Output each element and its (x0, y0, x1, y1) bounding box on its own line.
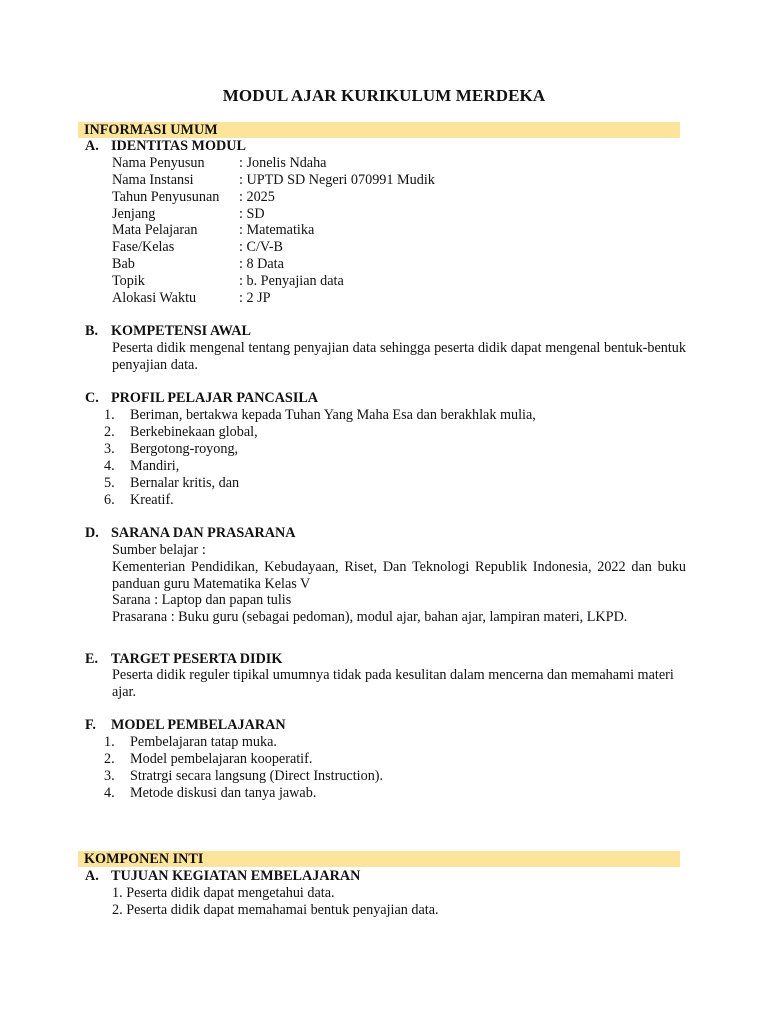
section-letter: A. (85, 138, 99, 154)
section-title: MODEL PEMBELAJARAN (111, 717, 286, 733)
identity-row (112, 290, 271, 307)
identity-key: Mata Pelajaran (112, 222, 198, 238)
identity-value: : UPTD SD Negeri 070991 Mudik (239, 172, 435, 188)
identity-row (112, 222, 314, 239)
identity-value: : 8 Data (239, 256, 284, 272)
identity-value: : b. Penyajian data (239, 273, 344, 289)
prasarana-line: Prasarana : Buku guru (sebagai pedoman), modul ajar, bahan ajar, lampiran materi, LKPD. (112, 609, 628, 625)
list-item: 4. Mandiri, (104, 458, 180, 474)
section-band-komponen-inti: KOMPONEN INTI (78, 851, 680, 867)
section-title: TARGET PESERTA DIDIK (111, 651, 283, 667)
identity-value: : 2025 (239, 189, 275, 205)
identity-row (112, 155, 326, 172)
list-item: 2. Berkebinekaan global, (104, 424, 258, 440)
section-heading-profil (85, 390, 318, 407)
sumber-paragraph: Kementerian Pendidikan, Kebudayaan, Riset, Dan Teknologi Republik Indonesia, 2022 dan buku panduan guru Matematika Kelas V (112, 559, 686, 592)
identity-row (112, 256, 284, 273)
identity-row (112, 172, 435, 189)
list-item: 6. Kreatif. (104, 492, 174, 508)
model-list (104, 734, 383, 802)
section-letter: B. (85, 323, 99, 339)
section-band-informasi-umum: INFORMASI UMUM (78, 122, 680, 138)
tujuan-line: 1. Peserta didik dapat mengetahui data. (112, 885, 335, 901)
identity-value: : Jonelis Ndaha (239, 155, 327, 171)
profil-list (104, 407, 536, 509)
page-title: MODUL AJAR KURIKULUM MERDEKA (222, 86, 546, 105)
identity-key: Bab (112, 256, 135, 272)
section-letter: D. (85, 525, 99, 541)
identity-value: : 2 JP (239, 290, 271, 306)
identity-key: Nama Instansi (112, 172, 194, 188)
identity-row (112, 206, 265, 223)
list-item: 1. Beriman, bertakwa kepada Tuhan Yang Maha Esa dan berakhlak mulia, (104, 407, 536, 423)
identity-value: : C/V-B (239, 239, 284, 255)
list-item: 1. Pembelajaran tatap muka. (104, 734, 277, 750)
section-title: IDENTITAS MODUL (111, 138, 246, 154)
identity-key: Fase/Kelas (112, 239, 175, 255)
identity-key: Topik (112, 273, 145, 289)
section-letter: A. (85, 868, 99, 884)
sarana-line: Sarana : Laptop dan papan tulis (112, 592, 292, 608)
identity-row (112, 189, 275, 206)
list-item: 2. Model pembelajaran kooperatif. (104, 751, 313, 767)
section-heading-sarana (85, 525, 295, 542)
identity-key: Tahun Penyusunan (112, 189, 220, 205)
list-item: 4. Metode diskusi dan tanya jawab. (104, 785, 317, 801)
target-paragraph: Peserta didik reguler tipikal umumnya tidak pada kesulitan dalam mencerna dan memahami materi ajar. (112, 667, 674, 700)
kompetensi-paragraph: Peserta didik mengenal tentang penyajian data sehingga peserta didik dapat mengenal bentuk-bentuk penyajian data. (112, 340, 686, 373)
section-letter: F. (85, 717, 96, 733)
identity-row (112, 273, 344, 290)
list-item: 3. Stratrgi secara langsung (Direct Instruction). (104, 768, 384, 784)
section-heading-identitas (85, 138, 246, 155)
section-title: TUJUAN KEGIATAN EMBELAJARAN (111, 868, 361, 884)
identity-value: : Matematika (239, 222, 315, 238)
section-heading-model (85, 717, 286, 734)
section-heading-kompetensi (85, 323, 251, 340)
identity-value: : SD (239, 206, 265, 222)
section-title: PROFIL PELAJAR PANCASILA (111, 390, 319, 406)
section-heading-target (85, 651, 282, 668)
list-item: 3. Bergotong-royong, (104, 441, 239, 457)
tujuan-line: 2. Peserta didik dapat memahamai bentuk penyajian data. (112, 902, 439, 918)
list-item: 5. Bernalar kritis, dan (104, 475, 240, 491)
section-title: SARANA DAN PRASARANA (111, 525, 296, 541)
section-title: KOMPETENSI AWAL (111, 323, 251, 339)
identity-key: Alokasi Waktu (112, 290, 197, 306)
section-heading-tujuan (85, 868, 360, 885)
identity-key: Nama Penyusun (112, 155, 205, 171)
sumber-label: Sumber belajar : (112, 542, 206, 558)
section-letter: C. (85, 390, 99, 406)
section-letter: E. (85, 651, 99, 667)
identity-key: Jenjang (112, 206, 156, 222)
identity-row (112, 239, 283, 256)
